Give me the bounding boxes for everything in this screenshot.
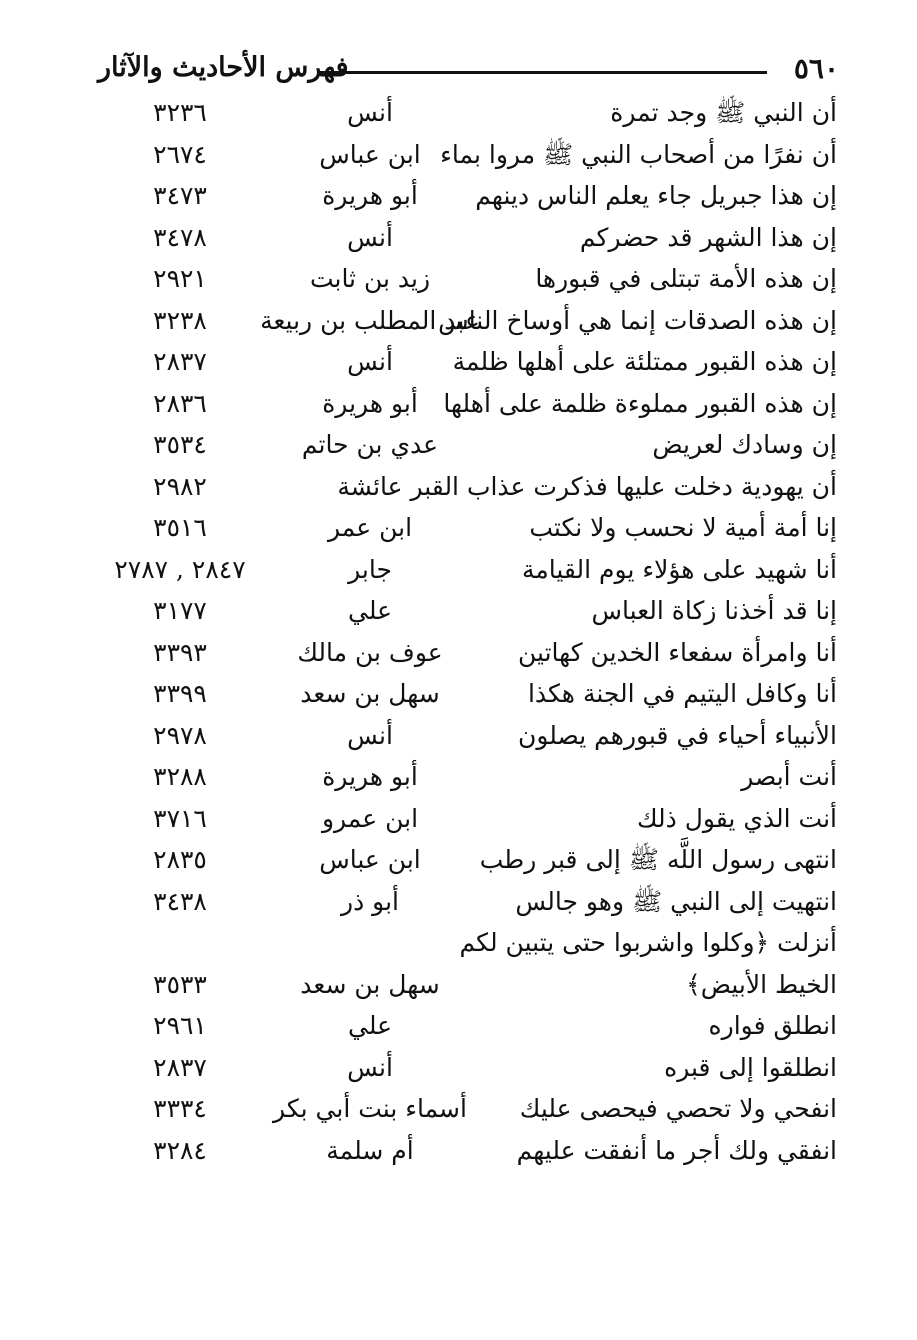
narrator-name: عائشة [337,471,403,501]
hadith-number: ٣٤٧٣ [153,181,207,210]
index-row [0,383,917,425]
index-row [0,258,917,300]
hadith-text: إن هذه الأمة تبتلى في قبورها [535,264,837,293]
hadith-number: ٢٩٧٨ [153,720,207,750]
narrator-name: أنس [347,720,393,750]
page-title: فهرس الأحاديث والآثار [98,52,349,83]
narrator-name: أسماء بنت أبي بكر [273,1094,467,1123]
narrator-name: سهل بن سعد [300,969,440,999]
hadith-number: ٢٦٧٤ [153,139,207,169]
index-row [0,300,917,342]
narrator-name: أبو ذر [341,886,399,916]
narrator-name: ابن عمرو [321,803,419,833]
narrator-name: علي [347,1011,393,1040]
hadith-text: انتهيت إلى النبي ﷺ وهو جالس [515,886,837,916]
hadith-text: انفحي ولا تحصي فيحصى عليك [519,1094,837,1123]
hadith-text: أنا شهيد على هؤلاء يوم القيامة [521,554,837,584]
index-row [0,466,917,508]
hadith-text: أنا وكافل اليتيم في الجنة هكذا [527,679,837,708]
narrator-name: ابن عباس [319,845,421,874]
narrator-name: ابن عمر [327,513,413,542]
index-row [0,507,917,549]
header-rule [318,71,767,74]
hadith-number: ٣٢٣٦ [153,98,207,127]
hadith-number: ٣٧١٦ [153,803,207,833]
hadith-text: إن هذه القبور ممتلئة على أهلها ظلمة [452,347,837,376]
hadith-text: إن هذا الشهر قد حضركم [579,222,837,252]
narrator-name: عبد المطلب بن ربيعة [260,305,480,335]
index-row [0,134,917,176]
hadith-number: ٣٣٣٤ [153,1094,207,1123]
hadith-text: أن نفرًا من أصحاب النبي ﷺ مروا بماء [440,139,837,169]
narrator-name: أم سلمة [326,1135,414,1165]
hadith-text: انتهى رسول اللَّه ﷺ إلى قبر رطب [479,845,837,874]
index-row [0,881,917,923]
index-row [0,632,917,674]
hadith-number: ٢٨٤٧ , ٢٧٨٧ [114,554,246,584]
hadith-text: الأنبياء أحياء في قبورهم يصلون [517,720,837,750]
hadith-number: ٣٣٩٣ [153,637,207,667]
narrator-name: عدي بن حاتم [301,430,439,459]
index-row [0,590,917,632]
narrator-name: زيد بن ثابت [309,264,431,293]
narrator-name: جابر [348,554,392,584]
index-row [0,92,917,134]
index-row [0,549,917,591]
index-row [0,217,917,259]
hadith-text: أنزلت ﴿وكلوا واشربوا حتى يتبين لكم الخيط الأبيض﴾ [459,928,837,999]
index-row [0,1130,917,1172]
narrator-name: أبو هريرة [322,388,418,418]
hadith-index-list [0,92,917,1171]
hadith-text: إنا قد أخذنا زكاة العباس [591,596,837,625]
hadith-text: أنا وامرأة سفعاء الخدين كهاتين [518,637,837,667]
index-row [0,715,917,757]
index-row [0,424,917,466]
hadith-number: ٢٨٣٥ [153,845,207,874]
hadith-text: إن وسادك لعريض [652,430,837,459]
narrator-name: علي [347,596,393,625]
hadith-text: أنت الذي يقول ذلك [636,803,837,833]
hadith-number: ٢٩٨٢ [153,471,207,501]
hadith-number: ٣٥٣٤ [153,430,207,459]
hadith-number: ٣٤٣٨ [153,886,207,916]
index-row [0,175,917,217]
hadith-number: ٢٨٣٧ [153,347,207,376]
hadith-number: ٣٤٧٨ [153,222,207,252]
narrator-name: أنس [347,1052,393,1082]
hadith-text: أنت أبصر [741,762,837,791]
hadith-text: انفقي ولك أجر ما أنفقت عليهم [516,1135,837,1165]
hadith-text: إن هذه القبور مملوءة ظلمة على أهلها [443,388,837,418]
hadith-number: ٢٨٣٧ [153,1052,207,1082]
index-row [0,756,917,798]
hadith-text: انطلق فواره [708,1011,837,1040]
hadith-number: ٣٣٩٩ [153,679,207,708]
hadith-number: ٢٩٦١ [153,1011,207,1040]
index-row [0,341,917,383]
narrator-name: ابن عباس [319,139,421,169]
narrator-name: أنس [347,222,393,252]
hadith-number: ٢٩٢١ [153,264,207,293]
hadith-number: ٣٢٨٨ [153,762,207,791]
narrator-name: أنس [347,347,393,376]
narrator-name: أنس [347,98,393,127]
hadith-text: أن النبي ﷺ وجد تمرة [610,98,837,127]
hadith-text: أن يهودية دخلت عليها فذكرت عذاب القبر [410,471,837,501]
hadith-text: انطلقوا إلى قبره [664,1052,837,1082]
hadith-number: ٢٨٣٦ [153,388,207,418]
index-row [0,839,917,881]
index-row [0,798,917,840]
index-row [0,1047,917,1089]
hadith-text: إن هذا جبريل جاء يعلم الناس دينهم [475,181,837,210]
hadith-number: ٣١٧٧ [153,596,207,625]
hadith-number: ٣٥١٦ [153,513,207,542]
hadith-number: ٣٥٣٣ [153,969,207,999]
hadith-number: ٣٢٨٤ [153,1135,207,1165]
page-number: ٥٦٠ [793,52,839,85]
narrator-name: عوف بن مالك [297,637,443,667]
hadith-text: إن هذه الصدقات إنما هي أوساخ الناس [438,305,837,335]
hadith-text: إنا أمة أمية لا نحسب ولا نكتب [529,513,837,542]
narrator-name: أبو هريرة [322,181,418,210]
index-row [0,673,917,715]
index-row [0,922,917,1005]
narrator-name: سهل بن سعد [300,679,440,708]
narrator-name: أبو هريرة [322,762,418,791]
hadith-number: ٣٢٣٨ [153,305,207,335]
index-row [0,1088,917,1130]
index-row [0,1005,917,1047]
